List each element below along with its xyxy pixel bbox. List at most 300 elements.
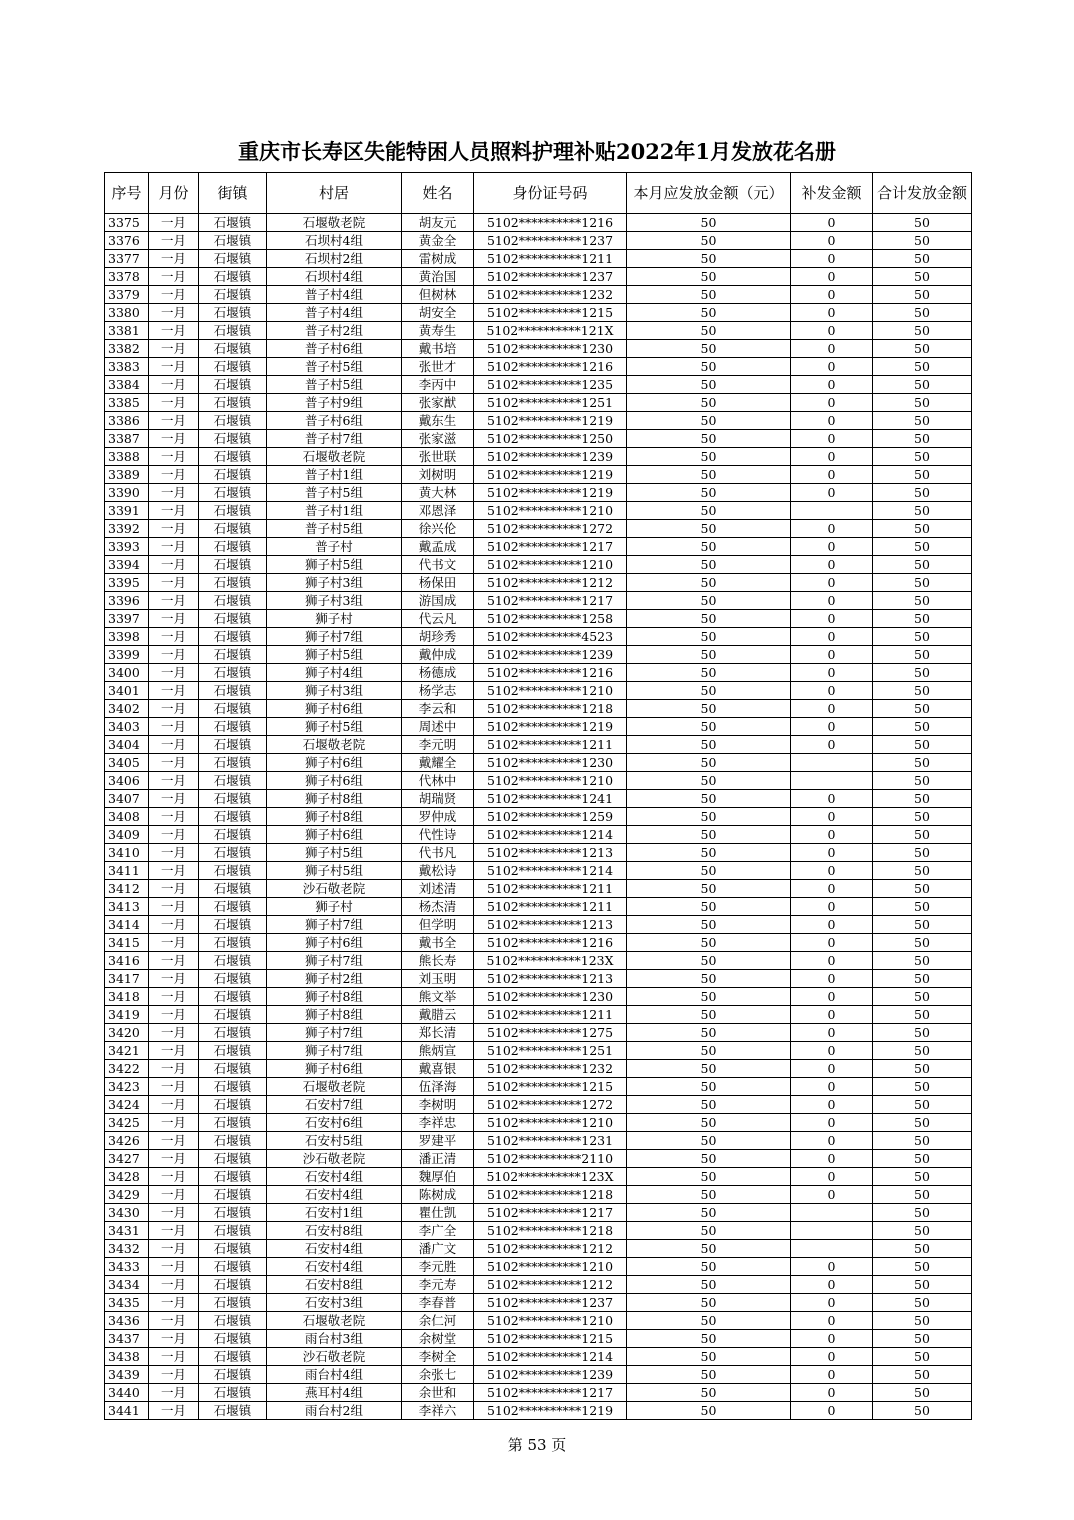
cell-seq: 3403 bbox=[105, 718, 149, 736]
cell-back-pay: 0 bbox=[791, 934, 873, 952]
cell-id-number: 5102**********1212 bbox=[474, 574, 627, 592]
cell-id-number: 5102**********1232 bbox=[474, 286, 627, 304]
cell-month: 一月 bbox=[149, 376, 199, 394]
cell-id-number: 5102**********1230 bbox=[474, 988, 627, 1006]
cell-month: 一月 bbox=[149, 1384, 199, 1402]
cell-monthly-amount: 50 bbox=[627, 394, 791, 412]
cell-seq: 3426 bbox=[105, 1132, 149, 1150]
cell-monthly-amount: 50 bbox=[627, 340, 791, 358]
cell-village: 雨台村4组 bbox=[267, 1366, 402, 1384]
cell-monthly-amount: 50 bbox=[627, 1060, 791, 1078]
cell-seq: 3393 bbox=[105, 538, 149, 556]
cell-monthly-amount: 50 bbox=[627, 1186, 791, 1204]
cell-seq: 3385 bbox=[105, 394, 149, 412]
cell-back-pay: 0 bbox=[791, 484, 873, 502]
cell-town: 石堰镇 bbox=[199, 970, 267, 988]
cell-seq: 3391 bbox=[105, 502, 149, 520]
cell-id-number: 5102**********1241 bbox=[474, 790, 627, 808]
cell-village: 雨台村2组 bbox=[267, 1402, 402, 1420]
table-row bbox=[105, 214, 972, 232]
cell-id-number: 5102**********1237 bbox=[474, 268, 627, 286]
cell-month: 一月 bbox=[149, 1078, 199, 1096]
cell-id-number: 5102**********1272 bbox=[474, 1096, 627, 1114]
cell-village: 普子村4组 bbox=[267, 286, 402, 304]
cell-total-amount: 50 bbox=[873, 1024, 972, 1042]
cell-town: 石堰镇 bbox=[199, 1150, 267, 1168]
cell-back-pay: 0 bbox=[791, 1258, 873, 1276]
cell-month: 一月 bbox=[149, 1276, 199, 1294]
cell-town: 石堰镇 bbox=[199, 520, 267, 538]
cell-back-pay: 0 bbox=[791, 790, 873, 808]
header-id-number: 身份证号码 bbox=[474, 173, 627, 214]
cell-back-pay: 0 bbox=[791, 952, 873, 970]
cell-back-pay: 0 bbox=[791, 520, 873, 538]
cell-name: 但树林 bbox=[402, 286, 474, 304]
table-row bbox=[105, 250, 972, 268]
cell-town: 石堰镇 bbox=[199, 754, 267, 772]
cell-month: 一月 bbox=[149, 1258, 199, 1276]
cell-month: 一月 bbox=[149, 1204, 199, 1222]
cell-id-number: 5102**********1231 bbox=[474, 1132, 627, 1150]
cell-month: 一月 bbox=[149, 808, 199, 826]
cell-town: 石堰镇 bbox=[199, 826, 267, 844]
table-row bbox=[105, 412, 972, 430]
cell-monthly-amount: 50 bbox=[627, 1222, 791, 1240]
cell-town: 石堰镇 bbox=[199, 1312, 267, 1330]
cell-town: 石堰镇 bbox=[199, 592, 267, 610]
cell-monthly-amount: 50 bbox=[627, 844, 791, 862]
cell-back-pay: 0 bbox=[791, 1312, 873, 1330]
table-header-row bbox=[105, 173, 972, 214]
table-row bbox=[105, 556, 972, 574]
table-row bbox=[105, 970, 972, 988]
cell-name: 戴喜银 bbox=[402, 1060, 474, 1078]
cell-monthly-amount: 50 bbox=[627, 1078, 791, 1096]
cell-month: 一月 bbox=[149, 880, 199, 898]
cell-monthly-amount: 50 bbox=[627, 304, 791, 322]
cell-total-amount: 50 bbox=[873, 700, 972, 718]
cell-back-pay bbox=[791, 1204, 873, 1222]
cell-back-pay: 0 bbox=[791, 1330, 873, 1348]
table-row bbox=[105, 934, 972, 952]
cell-month: 一月 bbox=[149, 340, 199, 358]
cell-seq: 3436 bbox=[105, 1312, 149, 1330]
cell-total-amount: 50 bbox=[873, 1186, 972, 1204]
cell-seq: 3376 bbox=[105, 232, 149, 250]
table-row bbox=[105, 430, 972, 448]
cell-back-pay: 0 bbox=[791, 1168, 873, 1186]
cell-month: 一月 bbox=[149, 448, 199, 466]
table-row bbox=[105, 700, 972, 718]
cell-seq: 3375 bbox=[105, 214, 149, 232]
cell-seq: 3439 bbox=[105, 1366, 149, 1384]
roster-table bbox=[104, 172, 972, 1420]
cell-monthly-amount: 50 bbox=[627, 1150, 791, 1168]
cell-back-pay: 0 bbox=[791, 430, 873, 448]
cell-monthly-amount: 50 bbox=[627, 322, 791, 340]
cell-village: 石堰敬老院 bbox=[267, 736, 402, 754]
cell-seq: 3410 bbox=[105, 844, 149, 862]
cell-total-amount: 50 bbox=[873, 268, 972, 286]
cell-monthly-amount: 50 bbox=[627, 1132, 791, 1150]
table-row bbox=[105, 898, 972, 916]
cell-name: 熊炳宣 bbox=[402, 1042, 474, 1060]
cell-back-pay: 0 bbox=[791, 1294, 873, 1312]
cell-id-number: 5102**********1210 bbox=[474, 772, 627, 790]
table-row bbox=[105, 376, 972, 394]
cell-back-pay: 0 bbox=[791, 1096, 873, 1114]
cell-seq: 3412 bbox=[105, 880, 149, 898]
cell-monthly-amount: 50 bbox=[627, 232, 791, 250]
cell-village: 狮子村8组 bbox=[267, 1006, 402, 1024]
cell-id-number: 5102**********1212 bbox=[474, 1240, 627, 1258]
cell-back-pay: 0 bbox=[791, 538, 873, 556]
table-row bbox=[105, 682, 972, 700]
cell-name: 刘述清 bbox=[402, 880, 474, 898]
cell-total-amount: 50 bbox=[873, 1168, 972, 1186]
cell-seq: 3384 bbox=[105, 376, 149, 394]
cell-town: 石堰镇 bbox=[199, 700, 267, 718]
table-row bbox=[105, 1240, 972, 1258]
cell-seq: 3437 bbox=[105, 1330, 149, 1348]
header-name: 姓名 bbox=[402, 173, 474, 214]
cell-village: 石坝村2组 bbox=[267, 250, 402, 268]
cell-name: 杨德成 bbox=[402, 664, 474, 682]
cell-name: 张家猷 bbox=[402, 394, 474, 412]
cell-id-number: 5102**********1217 bbox=[474, 1204, 627, 1222]
cell-back-pay: 0 bbox=[791, 736, 873, 754]
cell-total-amount: 50 bbox=[873, 1402, 972, 1420]
cell-back-pay: 0 bbox=[791, 1024, 873, 1042]
cell-town: 石堰镇 bbox=[199, 304, 267, 322]
cell-back-pay: 0 bbox=[791, 376, 873, 394]
cell-id-number: 5102**********1250 bbox=[474, 430, 627, 448]
cell-month: 一月 bbox=[149, 1348, 199, 1366]
cell-monthly-amount: 50 bbox=[627, 1006, 791, 1024]
table-row bbox=[105, 772, 972, 790]
cell-village: 狮子村8组 bbox=[267, 790, 402, 808]
cell-monthly-amount: 50 bbox=[627, 538, 791, 556]
cell-month: 一月 bbox=[149, 844, 199, 862]
cell-town: 石堰镇 bbox=[199, 1294, 267, 1312]
cell-village: 普子村1组 bbox=[267, 466, 402, 484]
cell-total-amount: 50 bbox=[873, 214, 972, 232]
cell-village: 石安村8组 bbox=[267, 1276, 402, 1294]
cell-town: 石堰镇 bbox=[199, 718, 267, 736]
table-row bbox=[105, 790, 972, 808]
table-row bbox=[105, 1258, 972, 1276]
table-row bbox=[105, 1312, 972, 1330]
cell-name: 李春普 bbox=[402, 1294, 474, 1312]
cell-id-number: 5102**********4523 bbox=[474, 628, 627, 646]
cell-back-pay: 0 bbox=[791, 340, 873, 358]
cell-month: 一月 bbox=[149, 1006, 199, 1024]
cell-monthly-amount: 50 bbox=[627, 1366, 791, 1384]
cell-back-pay: 0 bbox=[791, 1348, 873, 1366]
cell-total-amount: 50 bbox=[873, 358, 972, 376]
cell-monthly-amount: 50 bbox=[627, 736, 791, 754]
cell-total-amount: 50 bbox=[873, 1294, 972, 1312]
cell-village: 狮子村7组 bbox=[267, 916, 402, 934]
cell-total-amount: 50 bbox=[873, 430, 972, 448]
cell-village: 石安村4组 bbox=[267, 1258, 402, 1276]
cell-seq: 3429 bbox=[105, 1186, 149, 1204]
header-seq: 序号 bbox=[105, 173, 149, 214]
cell-town: 石堰镇 bbox=[199, 1402, 267, 1420]
cell-monthly-amount: 50 bbox=[627, 826, 791, 844]
cell-name: 戴耀全 bbox=[402, 754, 474, 772]
table-row bbox=[105, 1150, 972, 1168]
cell-id-number: 5102**********121X bbox=[474, 322, 627, 340]
cell-month: 一月 bbox=[149, 1294, 199, 1312]
cell-village: 石安村5组 bbox=[267, 1132, 402, 1150]
table-row bbox=[105, 538, 972, 556]
cell-month: 一月 bbox=[149, 862, 199, 880]
cell-month: 一月 bbox=[149, 1096, 199, 1114]
cell-name: 戴仲成 bbox=[402, 646, 474, 664]
cell-total-amount: 50 bbox=[873, 1366, 972, 1384]
cell-seq: 3433 bbox=[105, 1258, 149, 1276]
cell-month: 一月 bbox=[149, 232, 199, 250]
cell-seq: 3427 bbox=[105, 1150, 149, 1168]
cell-back-pay: 0 bbox=[791, 628, 873, 646]
cell-seq: 3430 bbox=[105, 1204, 149, 1222]
cell-id-number: 5102**********1237 bbox=[474, 232, 627, 250]
cell-total-amount: 50 bbox=[873, 844, 972, 862]
cell-monthly-amount: 50 bbox=[627, 862, 791, 880]
cell-town: 石堰镇 bbox=[199, 898, 267, 916]
cell-village: 普子村5组 bbox=[267, 484, 402, 502]
cell-month: 一月 bbox=[149, 502, 199, 520]
cell-month: 一月 bbox=[149, 1402, 199, 1420]
cell-name: 胡瑞贤 bbox=[402, 790, 474, 808]
cell-back-pay: 0 bbox=[791, 664, 873, 682]
cell-seq: 3383 bbox=[105, 358, 149, 376]
cell-name: 杨保田 bbox=[402, 574, 474, 592]
cell-id-number: 5102**********1216 bbox=[474, 358, 627, 376]
cell-seq: 3396 bbox=[105, 592, 149, 610]
cell-total-amount: 50 bbox=[873, 394, 972, 412]
cell-total-amount: 50 bbox=[873, 628, 972, 646]
cell-village: 狮子村5组 bbox=[267, 844, 402, 862]
cell-name: 雷树成 bbox=[402, 250, 474, 268]
cell-id-number: 5102**********1211 bbox=[474, 736, 627, 754]
cell-id-number: 5102**********1219 bbox=[474, 466, 627, 484]
cell-seq: 3407 bbox=[105, 790, 149, 808]
cell-id-number: 5102**********1258 bbox=[474, 610, 627, 628]
cell-village: 普子村9组 bbox=[267, 394, 402, 412]
cell-town: 石堰镇 bbox=[199, 610, 267, 628]
table-row bbox=[105, 466, 972, 484]
cell-month: 一月 bbox=[149, 286, 199, 304]
cell-month: 一月 bbox=[149, 412, 199, 430]
cell-total-amount: 50 bbox=[873, 826, 972, 844]
cell-town: 石堰镇 bbox=[199, 844, 267, 862]
cell-town: 石堰镇 bbox=[199, 286, 267, 304]
cell-name: 黄金全 bbox=[402, 232, 474, 250]
cell-village: 狮子村6组 bbox=[267, 700, 402, 718]
cell-id-number: 5102**********1275 bbox=[474, 1024, 627, 1042]
cell-id-number: 5102**********2110 bbox=[474, 1150, 627, 1168]
cell-total-amount: 50 bbox=[873, 1330, 972, 1348]
cell-village: 石安村7组 bbox=[267, 1096, 402, 1114]
cell-back-pay: 0 bbox=[791, 610, 873, 628]
cell-monthly-amount: 50 bbox=[627, 520, 791, 538]
page-title: 重庆市长寿区失能特困人员照料护理补贴2022年1月发放花名册 bbox=[237, 139, 837, 164]
cell-back-pay: 0 bbox=[791, 412, 873, 430]
cell-town: 石堰镇 bbox=[199, 466, 267, 484]
cell-monthly-amount: 50 bbox=[627, 1258, 791, 1276]
cell-town: 石堰镇 bbox=[199, 1366, 267, 1384]
cell-back-pay: 0 bbox=[791, 1132, 873, 1150]
cell-back-pay: 0 bbox=[791, 988, 873, 1006]
cell-back-pay: 0 bbox=[791, 1402, 873, 1420]
cell-total-amount: 50 bbox=[873, 286, 972, 304]
cell-monthly-amount: 50 bbox=[627, 466, 791, 484]
cell-name: 熊长寿 bbox=[402, 952, 474, 970]
cell-back-pay: 0 bbox=[791, 970, 873, 988]
cell-town: 石堰镇 bbox=[199, 1060, 267, 1078]
cell-monthly-amount: 50 bbox=[627, 1024, 791, 1042]
table-row bbox=[105, 916, 972, 934]
cell-back-pay: 0 bbox=[791, 646, 873, 664]
cell-month: 一月 bbox=[149, 826, 199, 844]
cell-total-amount: 50 bbox=[873, 466, 972, 484]
cell-name: 黄治国 bbox=[402, 268, 474, 286]
table-row bbox=[105, 484, 972, 502]
cell-month: 一月 bbox=[149, 1042, 199, 1060]
cell-town: 石堰镇 bbox=[199, 574, 267, 592]
cell-total-amount: 50 bbox=[873, 916, 972, 934]
cell-total-amount: 50 bbox=[873, 574, 972, 592]
cell-month: 一月 bbox=[149, 538, 199, 556]
table-row bbox=[105, 1186, 972, 1204]
cell-village: 石安村4组 bbox=[267, 1240, 402, 1258]
cell-monthly-amount: 50 bbox=[627, 412, 791, 430]
cell-town: 石堰镇 bbox=[199, 1384, 267, 1402]
cell-seq: 3416 bbox=[105, 952, 149, 970]
table-body bbox=[105, 214, 972, 1420]
cell-town: 石堰镇 bbox=[199, 1096, 267, 1114]
cell-total-amount: 50 bbox=[873, 1114, 972, 1132]
table-row bbox=[105, 844, 972, 862]
cell-back-pay: 0 bbox=[791, 718, 873, 736]
cell-village: 狮子村3组 bbox=[267, 574, 402, 592]
cell-name: 代云凡 bbox=[402, 610, 474, 628]
cell-seq: 3388 bbox=[105, 448, 149, 466]
cell-name: 李祥忠 bbox=[402, 1114, 474, 1132]
cell-town: 石堰镇 bbox=[199, 1114, 267, 1132]
cell-id-number: 5102**********1211 bbox=[474, 898, 627, 916]
cell-total-amount: 50 bbox=[873, 1240, 972, 1258]
cell-back-pay: 0 bbox=[791, 232, 873, 250]
cell-id-number: 5102**********1212 bbox=[474, 1276, 627, 1294]
cell-back-pay bbox=[791, 754, 873, 772]
cell-back-pay: 0 bbox=[791, 214, 873, 232]
cell-name: 李树全 bbox=[402, 1348, 474, 1366]
cell-name: 余仁河 bbox=[402, 1312, 474, 1330]
cell-seq: 3419 bbox=[105, 1006, 149, 1024]
cell-seq: 3394 bbox=[105, 556, 149, 574]
cell-back-pay: 0 bbox=[791, 826, 873, 844]
cell-name: 胡安全 bbox=[402, 304, 474, 322]
cell-total-amount: 50 bbox=[873, 736, 972, 754]
cell-village: 燕耳村4组 bbox=[267, 1384, 402, 1402]
cell-name: 胡友元 bbox=[402, 214, 474, 232]
cell-name: 李树明 bbox=[402, 1096, 474, 1114]
cell-village: 狮子村6组 bbox=[267, 772, 402, 790]
cell-month: 一月 bbox=[149, 718, 199, 736]
cell-id-number: 5102**********1213 bbox=[474, 844, 627, 862]
cell-town: 石堰镇 bbox=[199, 340, 267, 358]
cell-monthly-amount: 50 bbox=[627, 1240, 791, 1258]
cell-name: 李丙中 bbox=[402, 376, 474, 394]
table-row bbox=[105, 1402, 972, 1420]
cell-total-amount: 50 bbox=[873, 520, 972, 538]
table-row bbox=[105, 322, 972, 340]
cell-seq: 3425 bbox=[105, 1114, 149, 1132]
cell-village: 狮子村3组 bbox=[267, 592, 402, 610]
cell-village: 狮子村5组 bbox=[267, 646, 402, 664]
cell-town: 石堰镇 bbox=[199, 394, 267, 412]
cell-name: 李广全 bbox=[402, 1222, 474, 1240]
cell-back-pay: 0 bbox=[791, 1006, 873, 1024]
cell-name: 戴腊云 bbox=[402, 1006, 474, 1024]
table-row bbox=[105, 232, 972, 250]
cell-monthly-amount: 50 bbox=[627, 916, 791, 934]
cell-total-amount: 50 bbox=[873, 646, 972, 664]
cell-name: 余世和 bbox=[402, 1384, 474, 1402]
cell-seq: 3440 bbox=[105, 1384, 149, 1402]
cell-village: 狮子村3组 bbox=[267, 682, 402, 700]
cell-town: 石堰镇 bbox=[199, 988, 267, 1006]
cell-village: 石坝村4组 bbox=[267, 232, 402, 250]
cell-name: 伍泽海 bbox=[402, 1078, 474, 1096]
cell-id-number: 5102**********1215 bbox=[474, 1330, 627, 1348]
table-row bbox=[105, 574, 972, 592]
cell-name: 代书凡 bbox=[402, 844, 474, 862]
cell-village: 狮子村7组 bbox=[267, 1042, 402, 1060]
cell-total-amount: 50 bbox=[873, 322, 972, 340]
table-row bbox=[105, 304, 972, 322]
cell-month: 一月 bbox=[149, 1366, 199, 1384]
cell-back-pay: 0 bbox=[791, 556, 873, 574]
cell-monthly-amount: 50 bbox=[627, 898, 791, 916]
cell-name: 余张七 bbox=[402, 1366, 474, 1384]
cell-monthly-amount: 50 bbox=[627, 700, 791, 718]
cell-town: 石堰镇 bbox=[199, 736, 267, 754]
cell-town: 石堰镇 bbox=[199, 1222, 267, 1240]
cell-town: 石堰镇 bbox=[199, 232, 267, 250]
cell-back-pay bbox=[791, 772, 873, 790]
cell-monthly-amount: 50 bbox=[627, 448, 791, 466]
cell-village: 狮子村5组 bbox=[267, 862, 402, 880]
cell-back-pay: 0 bbox=[791, 250, 873, 268]
cell-seq: 3422 bbox=[105, 1060, 149, 1078]
cell-back-pay: 0 bbox=[791, 466, 873, 484]
cell-id-number: 5102**********1210 bbox=[474, 682, 627, 700]
cell-month: 一月 bbox=[149, 772, 199, 790]
cell-back-pay: 0 bbox=[791, 1114, 873, 1132]
cell-back-pay: 0 bbox=[791, 448, 873, 466]
cell-village: 狮子村2组 bbox=[267, 970, 402, 988]
table-row bbox=[105, 1096, 972, 1114]
cell-name: 瞿仕凯 bbox=[402, 1204, 474, 1222]
cell-id-number: 5102**********1259 bbox=[474, 808, 627, 826]
cell-name: 邓恩泽 bbox=[402, 502, 474, 520]
cell-name: 代性诗 bbox=[402, 826, 474, 844]
cell-total-amount: 50 bbox=[873, 1060, 972, 1078]
